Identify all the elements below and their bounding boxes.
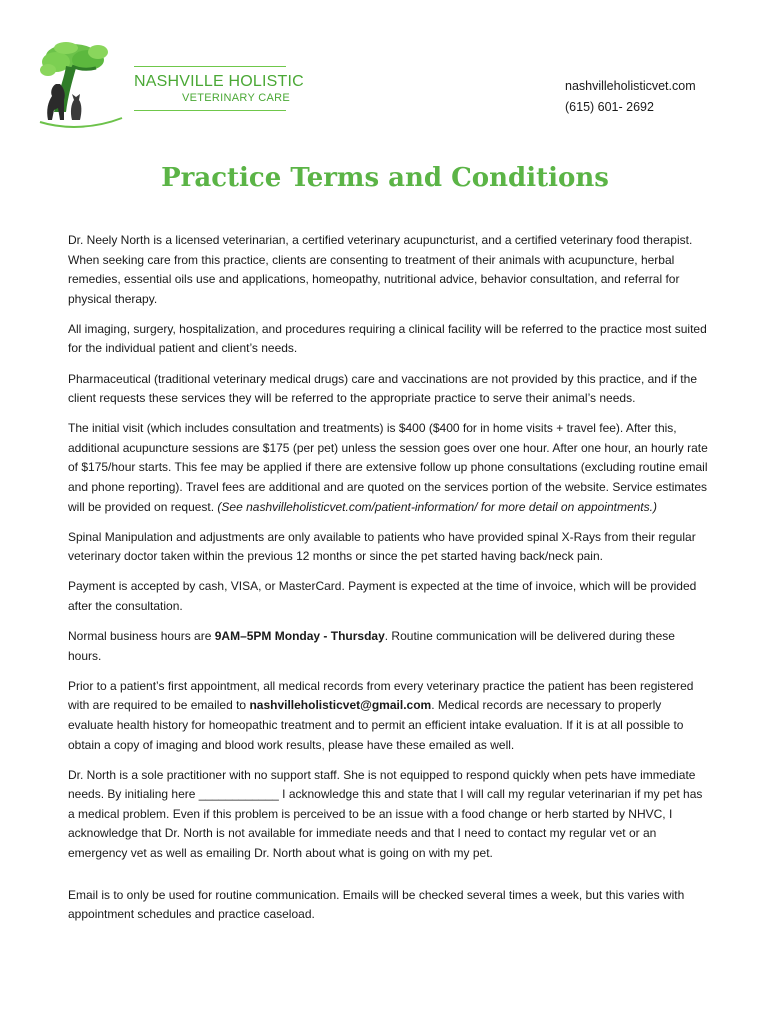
paragraph-payment: Payment is accepted by cash, VISA, or MasterCard. Payment is expected at the time of invoice, which will be provided after the consultation.: [68, 579, 697, 613]
records-email-link[interactable]: nashvilleholisticvet@gmail.com: [249, 698, 432, 713]
fees-appointment-note: (See nashvilleholisticvet.com/patient-information/ for more detail on appointments.): [217, 499, 657, 514]
paragraph-fees: [68, 419, 708, 517]
logo-practice-name: NASHVILLE HOLISTIC: [134, 73, 304, 90]
paragraph-spinal: Spinal Manipulation and adjustments are only available to patients who have provided spinal X-Rays from their regular veterinary doctor taken within the previous 12 months or since the pet started having back/neck pain.: [68, 529, 696, 564]
contact-info: [565, 76, 696, 118]
logo-top-rule: [134, 66, 286, 67]
logo-practice-subtitle: VETERINARY CARE: [182, 92, 291, 104]
logo-text: [134, 66, 304, 111]
paragraph-credentials: Dr. Neely North is a licensed veterinarian, a certified veterinary acupuncturist, and a certified veterinary food therapist. When seeking care from this practice, clients are consenting to treatment of their animals with acupuncture, herbal remedies, essential oils use and applications, homeopathy, nutritional advice, behavior consultation, and referral for physical therapy.: [68, 233, 693, 306]
terms-body: [68, 231, 708, 935]
business-hours: 9AM–5PM Monday - Thursday: [214, 629, 385, 644]
paragraph-records: [68, 677, 708, 755]
practice-logo: [36, 40, 304, 130]
page-title: Practice Terms and Conditions: [161, 163, 609, 193]
tree-dog-cat-logo-icon: [36, 40, 136, 130]
fees-text: The initial visit (which includes consultation and treatments) is $400 ($400 for in home visits + travel fee). After this, additional acupuncture sessions are $175 (per pet) unless the session goes over one hour. After one hour, an hourly rate of $175/hour starts. This fee may be applied if there are extensive follow up phone consultations (excluding routine email and phone reporting). Travel fees are additional and are quoted on the services portion of the website. Service estimates will be provided on request.: [68, 421, 708, 514]
hours-after: . Routine communication will be delivered during these hours.: [68, 629, 675, 663]
records-before: Prior to a patient’s first appointment, all medical records from every veterinary practice the patient has been registered with are required to be emailed to: [68, 678, 694, 713]
page-header: [0, 0, 770, 150]
website-link[interactable]: nashvilleholisticvet.com: [565, 79, 696, 93]
hours-before: Normal business hours are: [68, 629, 215, 644]
paragraph-sole-practitioner: Dr. North is a sole practitioner with no support staff. She is not equipped to respond quickly when pets have immediate needs. By initialing here ____________ I acknowledge this and state that I will call my regular veterinarian if my pet has a medical problem. Even if this problem is perceived to be an issue with a food change or herb started by NHVC, I acknowledge that Dr. North is not available for immediate needs and that I need to contact my regular vet or an emergency vet as well as emailing Dr. North about what is going on with my pet.: [68, 767, 703, 861]
logo-bottom-rule: [134, 110, 286, 111]
records-after: . Medical records are necessary to properly evaluate health history for homeopathic treatment and to permit an efficient intake evaluation. If it is at all possible to obtain a copy of imaging and blood work results, please have these emailed as well.: [68, 698, 684, 752]
paragraph-hours: [68, 627, 708, 666]
paragraph-referrals: All imaging, surgery, hospitalization, and procedures requiring a clinical facility will be referred to the practice most suited for the individual patient and client’s needs.: [68, 321, 707, 356]
phone-number: (615) 601- 2692: [565, 100, 654, 114]
paragraph-pharmaceutical: Pharmaceutical (traditional veterinary medical drugs) care and vaccinations are not provided by this practice, and if the client requests these services they will be referred to the appropriate practice to serve their animal’s needs.: [68, 371, 697, 406]
paragraph-email-policy: Email is to only be used for routine communication. Emails will be checked several times a week, but this varies with appointment schedules and practice caseload.: [68, 887, 685, 922]
